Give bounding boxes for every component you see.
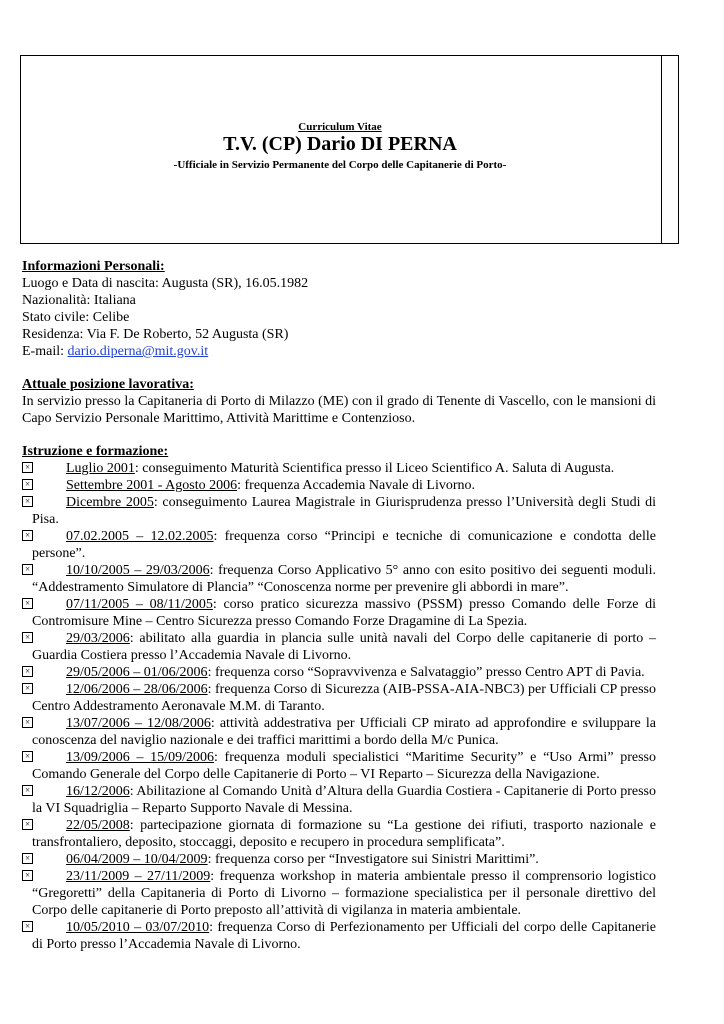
email-line bbox=[22, 343, 656, 360]
education-item-text: : attività addestrativa per Ufficiali CP mirato ad approfondire e sviluppare la conoscenza del naviglio nazionale e dei traffici marittimi a bordo della M/c Punica. bbox=[32, 716, 657, 748]
education-item bbox=[22, 664, 656, 681]
education-item-date: 07.02.2005 – 12.02.2005 bbox=[66, 529, 214, 544]
education-item-text: : frequenza corso “Principi e tecniche di comunicazione e condotta delle persone”. bbox=[32, 529, 657, 561]
education-item-date: Luglio 2001 bbox=[66, 461, 135, 476]
header bbox=[20, 55, 660, 242]
education-item bbox=[22, 596, 656, 630]
nationality-line: Nazionalità: Italiana bbox=[22, 293, 136, 308]
checkbox-icon: × bbox=[22, 870, 33, 881]
education-item-text: : partecipazione giornata di formazione su “La gestione dei rifiuti, trasporto nazionale e transfrontaliero, deposito, stoccaggi, deposito e recupero in procedura semplificata”. bbox=[32, 818, 656, 850]
checkbox-icon: × bbox=[22, 598, 33, 609]
education-item bbox=[22, 562, 656, 596]
checkbox-icon: × bbox=[22, 564, 33, 575]
civil-status-line: Stato civile: Celibe bbox=[22, 310, 130, 325]
education-item-date: 29/03/2006 bbox=[66, 631, 130, 646]
position-section bbox=[22, 376, 656, 427]
education-item-text: : corso pratico sicurezza massivo (PSSM) presso Comando delle Forze di Contromisure Mine – Centro Sicurezza presso Comando Forze Dragamine di La Spezia. bbox=[32, 597, 656, 629]
education-item bbox=[22, 715, 656, 749]
education-item-date: 29/05/2006 – 01/06/2006 bbox=[66, 665, 208, 680]
education-item-date: 22/05/2008 bbox=[66, 818, 130, 833]
residence-line: Residenza: Via F. De Roberto, 52 Augusta (SR) bbox=[22, 327, 289, 342]
checkbox-icon: × bbox=[22, 819, 33, 830]
education-item-date: Settembre 2001 - Agosto 2006 bbox=[66, 478, 238, 493]
education-item-date: 13/09/2006 – 15/09/2006 bbox=[66, 750, 214, 765]
education-item-text: : conseguimento Laurea Magistrale in Giurisprudenza presso l’Università degli Studi di Pisa. bbox=[32, 495, 656, 527]
header-side-border bbox=[662, 55, 679, 244]
education-item bbox=[22, 868, 656, 919]
education-item-text: : frequenza Accademia Navale di Livorno. bbox=[237, 478, 475, 493]
position-text: In servizio presso la Capitaneria di Porto di Milazzo (ME) con il grado di Tenente di Vascello, con le mansioni di Capo Servizio Personale Marittimo, Attività Marittime e Contenzioso. bbox=[22, 394, 656, 426]
checkbox-icon: × bbox=[22, 462, 33, 473]
checkbox-icon: × bbox=[22, 717, 33, 728]
education-section bbox=[22, 443, 656, 953]
personal-title: Informazioni Personali: bbox=[22, 259, 165, 274]
education-item-text: : conseguimento Maturità Scientifica presso il Liceo Scientifico A. Saluta di Augusta. bbox=[134, 461, 615, 476]
education-item-text: : frequenza Corso di Perfezionamento per Ufficiali del corpo delle Capitanerie di Porto presso l’Accademia Navale di Livorno. bbox=[32, 920, 657, 952]
checkbox-icon: × bbox=[22, 666, 33, 677]
checkbox-icon: × bbox=[22, 530, 33, 541]
education-item-text: : frequenza moduli specialistici “Maritime Security” e “Uso Armi” presso Comando Generale del Corpo delle Capitanerie di Porto – VI Reparto – Sicurezza della Navigazione. bbox=[32, 750, 657, 782]
checkbox-icon: × bbox=[22, 853, 33, 864]
education-list bbox=[22, 460, 656, 953]
education-item bbox=[22, 460, 656, 477]
education-item-date: 23/11/2009 – 27/11/2009 bbox=[66, 869, 211, 884]
checkbox-icon: × bbox=[22, 751, 33, 762]
checkbox-icon: × bbox=[22, 479, 33, 490]
education-item-text: : abilitato alla guardia in plancia sulle unità navali del Corpo delle capitanerie di porto – Guardia Costiera presso l’Accademia Navale di Livorno. bbox=[32, 631, 656, 663]
education-item bbox=[22, 528, 656, 562]
education-item bbox=[22, 494, 656, 528]
education-item-text: : frequenza corso per “Investigatore sui Sinistri Marittimi”. bbox=[207, 852, 539, 867]
education-item-date: 07/11/2005 – 08/11/2005 bbox=[66, 597, 213, 612]
education-item bbox=[22, 749, 656, 783]
education-item bbox=[22, 477, 656, 494]
education-item-date: 06/04/2009 – 10/04/2009 bbox=[66, 852, 208, 867]
position-title: Attuale posizione lavorativa: bbox=[22, 377, 194, 392]
education-item-date: 13/07/2006 – 12/08/2006 bbox=[66, 716, 211, 731]
checkbox-icon: × bbox=[22, 921, 33, 932]
education-item bbox=[22, 681, 656, 715]
cv-label: Curriculum Vitae bbox=[298, 121, 382, 133]
cv-content bbox=[22, 258, 656, 953]
education-item bbox=[22, 630, 656, 664]
education-item bbox=[22, 783, 656, 817]
education-item bbox=[22, 851, 656, 868]
education-item-date: 10/10/2005 – 29/03/2006 bbox=[66, 563, 210, 578]
education-item-text: : frequenza corso “Sopravvivenza e Salvataggio” presso Centro APT di Pavia. bbox=[207, 665, 645, 680]
education-item-date: 16/12/2006 bbox=[66, 784, 130, 799]
personal-section bbox=[22, 258, 656, 360]
education-item-text: : frequenza workshop in materia ambientale presso il comprensorio logistico “Gregoretti” della Capitaneria di Porto di Livorno – formazione specialistica per il personale direttivo del Corpo delle capitanerie di Porto preposto all’attività di vigilanza in materia ambientale. bbox=[32, 869, 656, 918]
checkbox-icon: × bbox=[22, 683, 33, 694]
birth-line: Luogo e Data di nascita: Augusta (SR), 16.05.1982 bbox=[22, 276, 309, 291]
education-item-text: : Abilitazione al Comando Unità d’Altura della Guardia Costiera - Capitanerie di Porto presso la VI Squadriglia – Reparto Supporto Navale di Messina. bbox=[32, 784, 656, 816]
education-item-date: 12/06/2006 – 28/06/2006 bbox=[66, 682, 208, 697]
education-item bbox=[22, 817, 656, 851]
person-name: T.V. (CP) Dario DI PERNA bbox=[223, 133, 457, 155]
education-item-text: : frequenza Corso di Sicurezza (AIB-PSSA-AIA-NBC3) per Ufficiali CP presso Centro Addestramento Aeronavale M.M. di Taranto. bbox=[32, 682, 657, 714]
checkbox-icon: × bbox=[22, 496, 33, 507]
checkbox-icon: × bbox=[22, 632, 33, 643]
education-item-text: : frequenza Corso Applicativo 5° anno con esito positivo dei seguenti moduli. “Addestramento Simulatore di Plancia” “Conoscenza norme per prevenire gli abbordi in mare”. bbox=[32, 563, 656, 595]
education-item bbox=[22, 919, 656, 953]
checkbox-icon: × bbox=[22, 785, 33, 796]
education-item-date: Dicembre 2005 bbox=[66, 495, 154, 510]
person-subtitle: -Ufficiale in Servizio Permanente del Corpo delle Capitanerie di Porto- bbox=[173, 159, 507, 171]
email-link[interactable]: dario.diperna@mit.gov.it bbox=[67, 344, 209, 359]
education-item-date: 10/05/2010 – 03/07/2010 bbox=[66, 920, 210, 935]
email-label: E-mail: bbox=[22, 344, 68, 359]
education-title: Istruzione e formazione: bbox=[22, 444, 169, 459]
